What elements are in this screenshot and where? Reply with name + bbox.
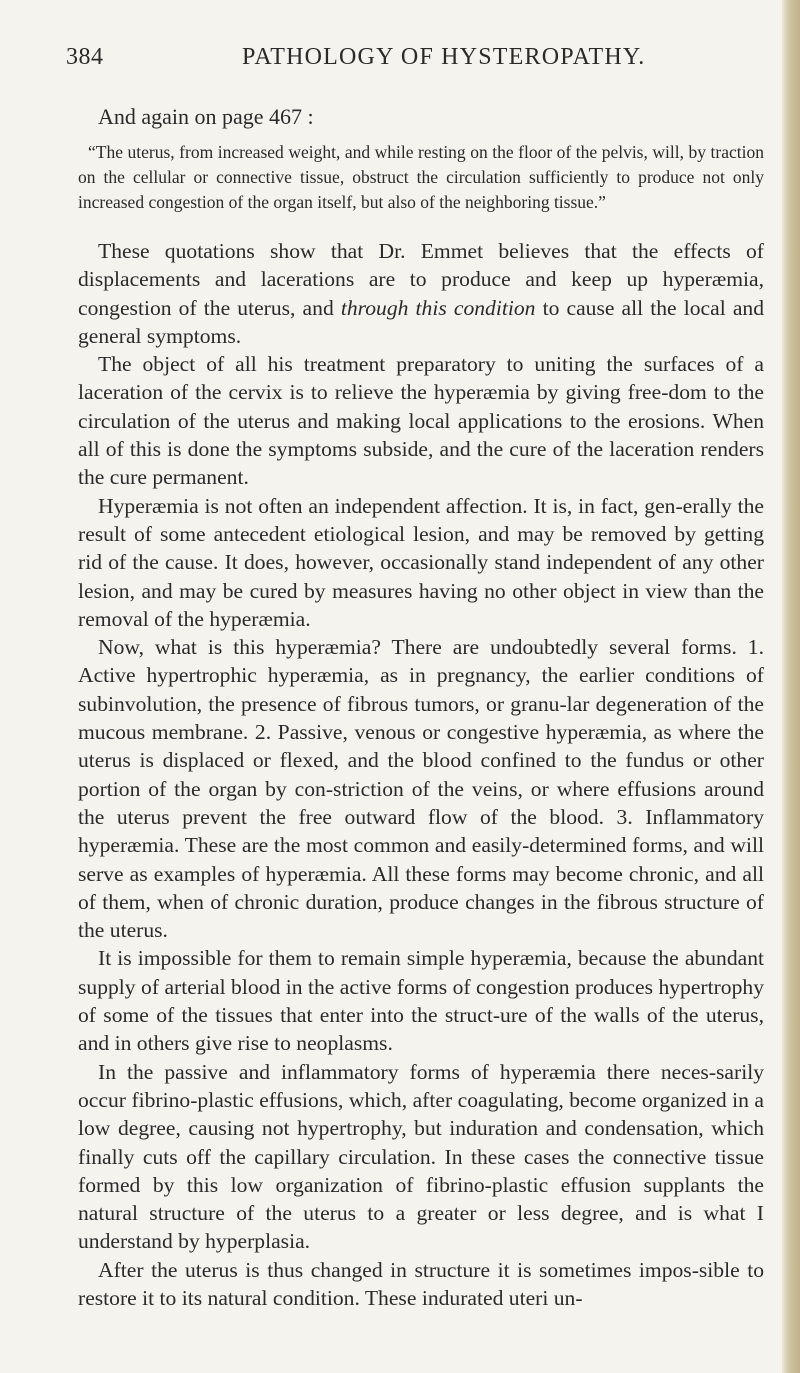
block-quote: “The uterus, from increased weight, and while resting on the floor of the pelvis, will, by traction on the cellular or connective tissue, obstruct the circulation sufficiently to produce not only increased congestion of the organ itself, but also of the neighboring tissue.” [78, 142, 764, 212]
paragraph-6: In the passive and inflammatory forms of hyperæmia there neces-sarily occur fibrino-plastic effusions, which, after coagulating, become organized in a low degree, causing not hypertrophy, but induration and condensation, which finally cuts off the capillary circulation. In these cases the connective tissue formed by this low organization of fibrino-plastic effusion supplants the natural structure of the uterus to a greater or less degree, and is what I understand by hyperplasia. [78, 1059, 764, 1254]
paragraph-1-italic: through this condition [340, 295, 536, 320]
paragraph-4: Now, what is this hyperæmia? There are undoubtedly several forms. 1. Active hypertrophic hyperæmia, as in pregnancy, the earlier conditions of subinvolution, the presence of fibrous tumors, or granu-lar degeneration of the mucous membrane. 2. Passive, venous or congestive hyperæmia, as where the uterus is displaced or flexed, and the blood confined to the fundus or other portion of the organ by con-striction of the veins, or where effusions around the uterus prevent the free outward flow of the blood. 3. Inflammatory hyperæmia. These are the most common and easily-determined forms, and will serve as examples of hyperæmia. All these forms may become chronic, and all of them, when of chronic duration, produce changes in the fibrous structure of the uterus. [78, 635, 764, 943]
running-title: PATHOLOGY OF HYSTEROPATHY. [242, 44, 646, 70]
paragraph-2: The object of all his treatment preparatory to uniting the surfaces of a laceration of the cervix is to relieve the hyperæmia by giving free-dom to the circulation of the uterus and making local applications to the erosions. When all of this is done the symptoms subside, and the cure of the laceration renders the cure permanent. [78, 352, 764, 490]
paragraph-3: Hyperæmia is not often an independent affection. It is, in fact, gen-erally the result of some antecedent etiological lesion, and may be removed by getting rid of the cause. It does, however, occasionally stand independent of any other lesion, and may be cured by measures having no other object in view than the removal of the hyperæmia. [78, 493, 764, 631]
paragraph-5: It is impossible for them to remain simple hyperæmia, because the abundant supply of arterial blood in the active forms of congestion produces hypertrophy of some of the tissues that enter into the struct-ure of the walls of the uterus, and in others give rise to neoplasms. [78, 946, 764, 1056]
body-text [78, 102, 764, 1312]
paragraph-1 [78, 237, 764, 350]
page-edge [782, 0, 800, 1373]
running-header [66, 44, 766, 78]
page-number: 384 [66, 44, 104, 70]
paragraph-7: After the uterus is thus changed in structure it is sometimes impos-sible to restore it to its natural condition. These indurated uteri un- [78, 1257, 764, 1310]
paragraph-1-end: to cause all the local and general symptoms. [78, 295, 765, 348]
intro-line: And again on page 467 : [98, 104, 314, 129]
paragraph-1-start: These quotations show that Dr. Emmet believes that the effects of displacements and lacerations are to produce and keep up hyperæmia, congestion of the uterus, and [78, 239, 764, 320]
